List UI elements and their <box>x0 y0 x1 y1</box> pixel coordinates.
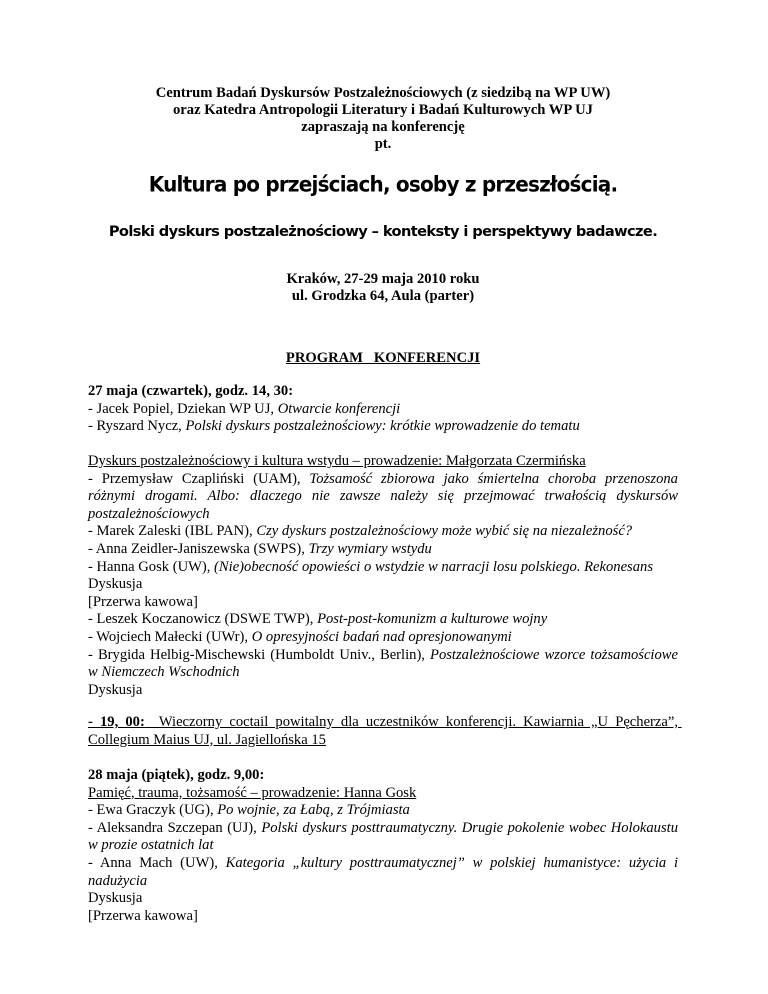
list-item: - Hanna Gosk (UW), (Nie)obecność opowieści o wstydzie w narracji losu polskiego. Rekonesans <box>88 558 654 575</box>
coffee-break-label: [Przerwa kawowa] <box>88 907 198 924</box>
list-item: - Brygida Helbig-Mischewski (Humboldt Univ., Berlin), Postzależnościowe wzorce tożsamościowe w Niemczech Wschodnich <box>88 646 678 681</box>
list-item: - Aleksandra Szczepan (UJ), Polski dyskurs posttraumatyczny. Drugie pokolenie wobec Holokaustu w prozie ostatnich lat <box>88 819 678 854</box>
list-item: - Anna Zeidler-Janiszewska (SWPS), Trzy wymiary wstydu <box>88 540 432 557</box>
list-item: - Przemysław Czapliński (UAM), Tożsamość zbiorowa jako śmiertelna choroba przenoszona różnymi drogami. Albo: dlaczego nie zawsze należy się przejmować trwałością dyskursów postzależnościowych <box>88 470 678 522</box>
venue-address: ul. Grodzka 64, Aula (parter) <box>291 288 475 304</box>
venue-date: Kraków, 27-29 maja 2010 roku <box>286 271 480 287</box>
evening-text: Wieczorny coctail powitalny dla uczestników konferencji. Kawiarnia „U Pęcherza”, Collegium Maius UJ, ul. Jagiellońska 15 <box>88 714 682 748</box>
evening-section <box>88 714 682 749</box>
organizer-line-2: oraz Katedra Antropologii Literatury i Badań Kulturowych WP UJ <box>173 102 593 118</box>
venue-block <box>88 271 678 305</box>
day2-panel-heading: Pamięć, trauma, tożsamość – prowadzenie: Hanna Gosk <box>88 784 417 801</box>
coffee-break-label: [Przerwa kawowa] <box>88 593 198 610</box>
organizer-line-1: Centrum Badań Dyskursów Postzależnościowych (z siedzibą na WP UW) <box>155 85 611 101</box>
pt-line: pt. <box>374 136 392 152</box>
discussion-label: Dyskusja <box>88 576 143 593</box>
discussion-label: Dyskusja <box>88 681 143 698</box>
panel1-heading: Dyskurs postzależnościowy i kultura wstydu – prowadzenie: Małgorzata Czermińska <box>88 453 586 469</box>
panel1-section <box>88 453 678 699</box>
day1-section <box>88 383 678 436</box>
list-item: - Marek Zaleski (IBL PAN), Czy dyskurs postzależnościowy może wybić się na niezależność? <box>88 523 633 540</box>
organizers-block <box>88 85 678 153</box>
conference-subtitle: Polski dyskurs postzależnościowy – konteksty i perspektywy badawcze. <box>108 223 658 240</box>
list-item: - Jacek Popiel, Dziekan WP UJ, Otwarcie konferencji <box>88 400 401 417</box>
evening-time: - 19, 00: <box>88 714 145 730</box>
list-item: - Leszek Koczanowicz (DSWE TWP), Post-post-komunizm a kulturowe wojny <box>88 611 548 628</box>
invitation-line: zapraszają na konferencję <box>301 119 465 135</box>
day1-heading: 27 maja (czwartek), godz. 14, 30: <box>88 383 294 399</box>
list-item: - Ewa Graczyk (UG), Po wojnie, za Łabą, z Trójmiasta <box>88 802 410 819</box>
discussion-label: Dyskusja <box>88 890 143 907</box>
list-item: - Anna Mach (UW), Kategoria „kultury posttraumatycznej” w polskiej humanistyce: użycia i nadużycia <box>88 854 678 889</box>
conference-title: Kultura po przejściach, osoby z przeszłością. <box>148 171 618 197</box>
program-title: PROGRAM KONFERENCJI <box>285 350 481 366</box>
day2-heading: 28 maja (piątek), godz. 9,00: <box>88 767 265 783</box>
program-heading <box>88 350 678 368</box>
list-item: - Wojciech Małecki (UWr), O opresyjności badań nad opresjonowanymi <box>88 628 512 645</box>
list-item: - Ryszard Nycz, Polski dyskurs postzależnościowy: krótkie wprowadzenie do tematu <box>88 418 580 435</box>
day2-section <box>88 767 678 925</box>
